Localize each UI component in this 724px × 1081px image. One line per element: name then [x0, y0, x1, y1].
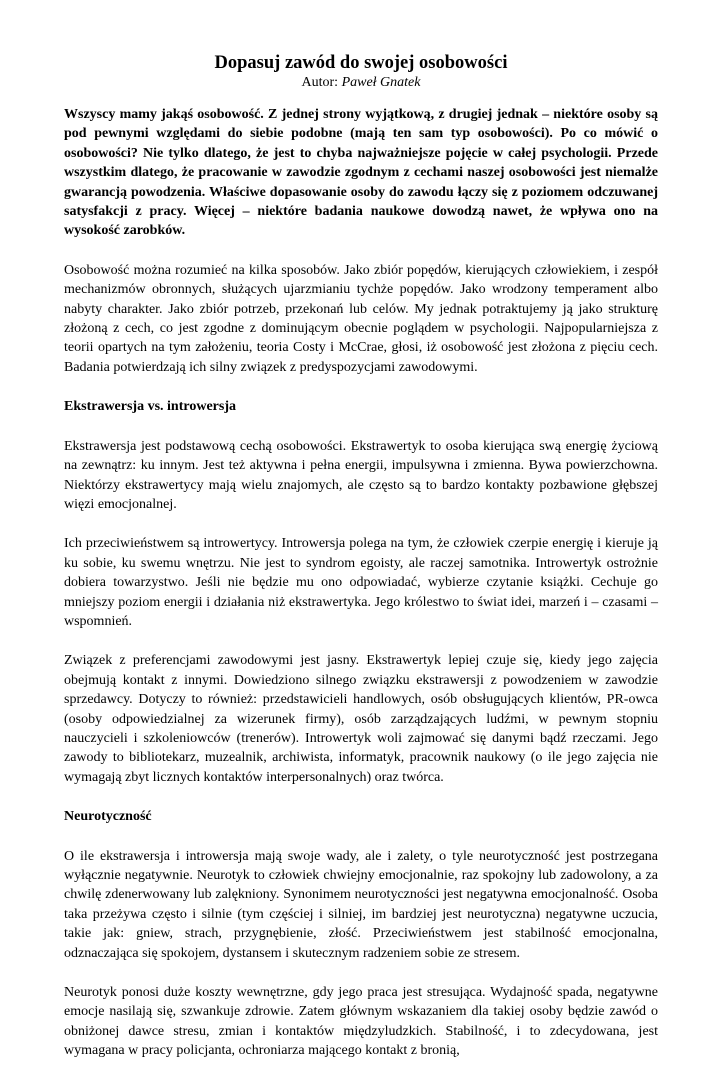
- paragraph: Ekstrawersja jest podstawową cechą osobowości. Ekstrawertyk to osoba kierująca swą energię życiową na zewnątrz: ku innym. Jest też aktywna i pełna energii, impulsywna i zmienna. Bywa powierzchowna. Niektórzy ekstrawertycy mają wielu znajomych, ale często są to bardzo kontakty pozbawione głębszej więzi emocjonalnej.: [64, 438, 658, 512]
- section-heading-extraversion: Ekstrawersja vs. introwersja: [64, 399, 236, 415]
- paragraph: O ile ekstrawersja i introwersja mają swoje wady, ale i zalety, o tyle neurotyczność jest postrzegana wyłącznie negatywnie. Neurotyk to człowiek chwiejny emocjonalnie, raz spokojny lub zadowolony, a za chwilę zdenerwowany lub zalękniony. Synonimem neurotyczności jest negatywna emocjonalność. Osoba taka przeżywa często i silnie (tym częściej i silniej, im bardziej jest neurotyczna) negatywne uczucia, takie jak: gniew, strach, przygnębienie, złość. Przeciwieństwem jest stabilność emocjonalna, odznaczająca się spokojem, dystansem i skutecznym radzeniem sobie ze stresem.: [64, 848, 658, 961]
- author-line: [64, 74, 658, 91]
- lead-paragraph: Wszyscy mamy jakąś osobowość. Z jednej strony wyjątkową, z drugiej jednak – niektóre osoby są pod pewnymi względami do siebie podobne (mają ten sam typ osobowości). Po co mówić o osobowości? Nie tylko dlatego, że jest to chyba najważniejsze pojęcie w całej psychologii. Przede wszystkim dlatego, że pracowanie w zawodzie zgodnym z cechami naszej osobowości jest niemalże gwarancją powodzenia. Właściwe dopasowanie osoby do zawodu łączy się z poziomem odczuwanej satysfakcji z pracy. Więcej – niektóre badania naukowe dowodzą nawet, że wpływa ono na wysokość zarobków.: [64, 107, 658, 239]
- paragraph: Związek z preferencjami zawodowymi jest jasny. Ekstrawertyk lepiej czuje się, kiedy jego zajęcia obejmują kontakt z innymi. Dowiedziono silnego związku ekstrawersji z powodzeniem w zawodzie sprzedawcy. Dotyczy to również: przedstawicieli handlowych, osób obsługujących klientów, PR-owca (osoby odpowiedzialnej za wizerunek firmy), osób zarządzających ludźmi, w pewnym stopniu nauczycieli i szkoleniowców (trenerów). Introwertyk woli zajmować się danymi bądź rzeczami. Jego zawody to bibliotekarz, muzealnik, archiwista, informatyk, pracownik naukowy (o ile jego zajęcia nie wymagają zbyt licznych kontaktów interpersonalnych) oraz twórca.: [64, 653, 658, 785]
- paragraph: Neurotyk ponosi duże koszty wewnętrzne, gdy jego praca jest stresująca. Wydajność spada, negatywne emocje nasilają się, szwankuje zdrowie. Zatem głównym wskazaniem dla takiej osoby będzie zawód o obniżonej dawce stresu, zmian i kontaktów międzyludzkich. Stabilność, i to zdecydowana, jest wymagana w pracy policjanta, ochroniarza mającego kontakt z bronią,: [64, 985, 658, 1059]
- document-title: Dopasuj zawód do swojej osobowości: [214, 53, 508, 73]
- author-label: Autor:: [301, 75, 339, 90]
- intro-paragraph: Osobowość można rozumieć na kilka sposobów. Jako zbiór popędów, kierujących człowiekiem, i zespół mechanizmów obronnych, służących ujarzmianiu tychże popędów. Jako wrodzony temperament albo nabyty charakter. Jako zbiór potrzeb, przekonań lub celów. My jednak potraktujemy ją jako strukturę złożoną z cech, co jest zgodne z dominującym obecnie poglądem w psychologii. Najpopularniejsza z teorii opartych na tym założeniu, teoria Costy i McCrae, głosi, iż osobowość jest złożona z pięciu cech. Badania potwierdzają ich silny związek z predyspozycjami zawodowymi.: [64, 262, 658, 375]
- paragraph: Ich przeciwieństwem są introwertycy. Introwersja polega na tym, że człowiek czerpie energię i kieruje ją ku sobie, ku swemu wnętrzu. Nie jest to syndrom egoisty, ale raczej samotnika. Introwertyk ostrożnie dobiera towarzystwo. Jeśli nie będzie mu ono odpowiadać, wybierze czytanie książki. Cechuje go mniejszy poziom energii i działania niż ekstrawertyka. Jego królestwo to świat idei, marzeń i – czasami – wspomnień.: [64, 536, 658, 629]
- document-page: [64, 52, 658, 1081]
- author-name: Paweł Gnatek: [341, 75, 421, 90]
- section-heading-neuroticism: Neurotyczność: [64, 809, 152, 825]
